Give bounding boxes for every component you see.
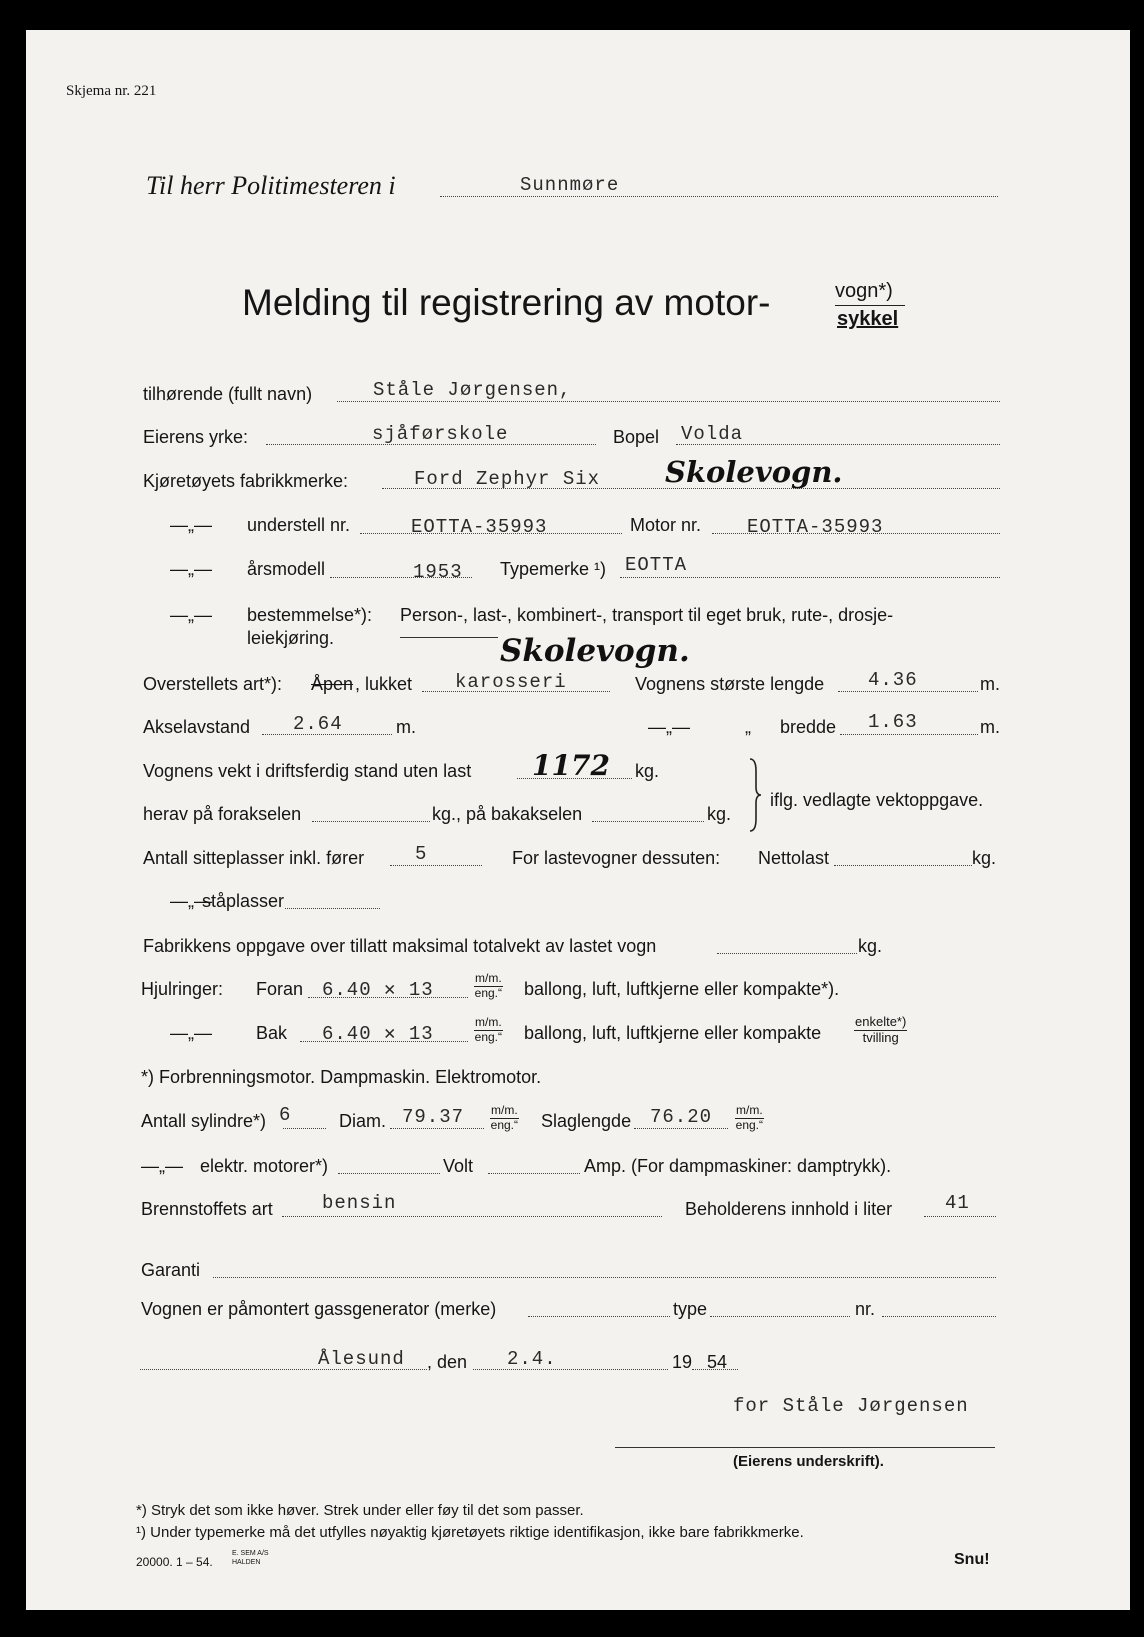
rear-axle-line	[592, 821, 704, 822]
weight-certificate-note: iflg. vedlagte vektoppgave.	[770, 790, 984, 810]
rear-axle-unit: kg.	[707, 804, 732, 824]
owner-name-value: Ståle Jørgensen,	[373, 379, 572, 401]
signature-value: for Ståle Jørgensen	[733, 1395, 969, 1417]
model-year-label: årsmodell	[247, 559, 326, 579]
engine-types-note: *) Forbrenningsmotor. Dampmaskin. Elektromotor.	[141, 1067, 542, 1087]
signature-line	[615, 1447, 995, 1448]
bore-label: Diam.	[339, 1111, 387, 1131]
seats-label: Antall sitteplasser inkl. fører	[143, 848, 365, 868]
weight-label: Vognens vekt i driftsferdig stand uten last	[143, 761, 472, 781]
form-title: Melding til registrering av motor-	[242, 282, 771, 323]
length-unit: m.	[980, 674, 1000, 694]
gas-type-label: type	[673, 1299, 708, 1319]
weight-unit: kg.	[635, 761, 660, 781]
length-line	[838, 691, 978, 692]
type-label: Typemerke ¹)	[500, 559, 607, 579]
rear-tyre-value: 6.40 ✕ 13	[322, 1023, 434, 1045]
rear-tyre-unit: m/m. eng.“	[474, 1015, 503, 1044]
ditto-mark: —„—	[170, 1023, 212, 1043]
net-load-label: Nettolast	[758, 848, 830, 868]
tank-value: 41	[945, 1192, 970, 1214]
bore-line	[390, 1128, 484, 1129]
body-type-label: Overstellets art*):	[143, 674, 283, 694]
bore-unit: m/m. eng.“	[490, 1103, 519, 1132]
length-value: 4.36	[868, 669, 918, 691]
turn-over-note: Snu!	[954, 1551, 990, 1568]
stroke-unit: m/m. eng.“	[735, 1103, 764, 1132]
purpose-label: bestemmelse*):	[247, 605, 373, 625]
volt-line	[488, 1173, 580, 1174]
occupation-value: sjåførskole	[372, 423, 509, 445]
footnote-star: *) Stryk det som ikke høver. Strek under eller føy til det som passer.	[136, 1502, 584, 1519]
purpose-options: Person-, last-, kombinert-, transport til eget bruk, rute-, drosje-	[400, 605, 894, 625]
front-tyre-value: 6.40 ✕ 13	[322, 979, 434, 1001]
warranty-label: Garanti	[141, 1260, 201, 1280]
ditto-mark: —„—	[170, 605, 212, 625]
residence-value: Volda	[681, 423, 744, 445]
rear-tyre-types: ballong, luft, luftkjerne eller kompakte	[524, 1023, 822, 1043]
front-axle-label: herav på forakselen	[143, 804, 302, 824]
type-value: EOTTA	[625, 554, 688, 576]
recipient-value: Sunnmøre	[520, 174, 620, 196]
make-handwritten-note: Skolevogn.	[665, 455, 843, 489]
seats-line	[390, 865, 482, 866]
cylinders-label: Antall sylindre*)	[141, 1111, 267, 1131]
printer-name: E. SEM A/S	[232, 1550, 269, 1557]
ditto-mark: —„—	[141, 1156, 183, 1176]
width-ditto: „	[745, 717, 751, 737]
gas-generator-line	[528, 1316, 670, 1317]
title-vogn: vogn*)	[835, 280, 893, 302]
weight-brace	[748, 757, 762, 833]
make-label: Kjøretøyets fabrikkmerke:	[143, 471, 349, 491]
engine-number-value: EOTTA-35993	[747, 516, 884, 538]
engine-number-label: Motor nr.	[630, 515, 702, 535]
cylinders-line	[283, 1128, 326, 1129]
recipient-label: Til herr Politimesteren i	[146, 171, 396, 200]
stroke-label: Slaglengde	[541, 1111, 632, 1131]
body-type-value: karosseri	[455, 671, 567, 693]
fuel-label: Brennstoffets art	[141, 1199, 273, 1219]
purpose-value: Skolevogn.	[500, 633, 690, 669]
wheelbase-value: 2.64	[293, 713, 343, 735]
net-load-line	[834, 865, 972, 866]
gas-nr-label: nr.	[855, 1299, 876, 1319]
length-label: Vognens største lengde	[635, 674, 825, 694]
front-axle-line	[312, 821, 430, 822]
footnote-one: ¹) Under typemerke må det utfylles nøyaktig kjøretøyets riktige identifikasjon, ikke bare fabrikkmerke.	[136, 1524, 804, 1541]
fuel-value: bensin	[322, 1192, 397, 1214]
rear-tyre-label: Bak	[256, 1023, 288, 1043]
max-weight-label: Fabrikkens oppgave over tillatt maksimal totalvekt av lastet vogn	[143, 936, 657, 956]
year-prefix: 19	[672, 1352, 693, 1372]
electric-motors-line	[338, 1173, 440, 1174]
tank-label: Beholderens innhold i liter	[685, 1199, 893, 1219]
recipient-line	[440, 196, 998, 197]
width-value: 1.63	[868, 711, 918, 733]
date-label: , den	[427, 1352, 468, 1372]
width-label: bredde	[780, 717, 837, 737]
fuel-line	[282, 1216, 662, 1217]
print-code: 20000. 1 – 54.	[136, 1555, 213, 1569]
gas-generator-label: Vognen er påmontert gassgenerator (merke)	[141, 1299, 497, 1319]
max-weight-unit: kg.	[858, 936, 883, 956]
wheelbase-label: Akselavstand	[143, 717, 251, 737]
front-tyre-types: ballong, luft, luftkjerne eller kompakte*).	[524, 979, 840, 999]
purpose-strike	[400, 637, 498, 638]
wheelbase-unit: m.	[396, 717, 416, 737]
width-line	[840, 734, 978, 735]
weight-value: 1172	[532, 749, 610, 782]
signature-caption: (Eierens underskrift).	[733, 1453, 884, 1470]
net-load-unit: kg.	[972, 848, 997, 868]
body-type-open: Åpen	[311, 674, 354, 694]
standing-label: ståplasser	[202, 891, 285, 911]
place-value: Ålesund	[318, 1348, 405, 1370]
electric-motors-label: elektr. motorer*)	[200, 1156, 329, 1176]
purpose-options-line2: leiekjøring.	[247, 628, 335, 648]
tyres-label: Hjulringer:	[141, 979, 224, 999]
model-year-value: 1953	[413, 561, 463, 583]
owner-name-line	[337, 401, 1000, 402]
standing-line	[285, 908, 380, 909]
chassis-value: EOTTA-35993	[411, 516, 548, 538]
amp-label: Amp. (For dampmaskiner: damptrykk).	[584, 1156, 892, 1176]
chassis-label: understell nr.	[247, 515, 351, 535]
type-line	[620, 577, 1000, 578]
ditto-mark: —„—	[170, 559, 212, 579]
bore-value: 79.37	[402, 1106, 465, 1128]
body-type-closed: , lukket	[355, 674, 413, 694]
form-number: Skjema nr. 221	[66, 83, 157, 99]
ditto-mark: —„—	[170, 515, 212, 535]
year-suffix: 54	[707, 1352, 728, 1372]
occupation-label: Eierens yrke:	[143, 427, 249, 447]
title-fraction-bar	[835, 305, 905, 306]
date-value: 2.4.	[507, 1348, 557, 1370]
gas-type-line	[710, 1316, 850, 1317]
truck-label: For lastevogner dessuten:	[512, 848, 721, 868]
date-line	[473, 1369, 668, 1370]
stroke-line	[634, 1128, 728, 1129]
front-tyre-label: Foran	[256, 979, 304, 999]
gas-nr-line	[882, 1316, 996, 1317]
warranty-line	[213, 1277, 996, 1278]
tank-line	[924, 1216, 996, 1217]
width-unit: m.	[980, 717, 1000, 737]
ditto-mark: —„—	[648, 717, 690, 737]
rear-tyre-mounting: enkelte*) tvilling	[855, 1014, 907, 1045]
owner-name-label: tilhørende (fullt navn)	[143, 384, 313, 404]
cylinders-value: 6	[279, 1104, 292, 1126]
printer-city: HALDEN	[232, 1559, 261, 1566]
front-tyre-unit: m/m. eng.“	[474, 971, 503, 1000]
residence-label: Bopel	[613, 427, 660, 447]
volt-label: Volt	[443, 1156, 474, 1176]
stroke-value: 76.20	[650, 1106, 713, 1128]
title-sykkel: sykkel	[837, 308, 899, 330]
ditto-mark: —„—	[170, 891, 212, 911]
make-value: Ford Zephyr Six	[414, 468, 601, 490]
max-weight-line	[717, 953, 857, 954]
seats-value: 5	[415, 843, 428, 865]
rear-axle-label: kg., på bakakselen	[432, 804, 583, 824]
